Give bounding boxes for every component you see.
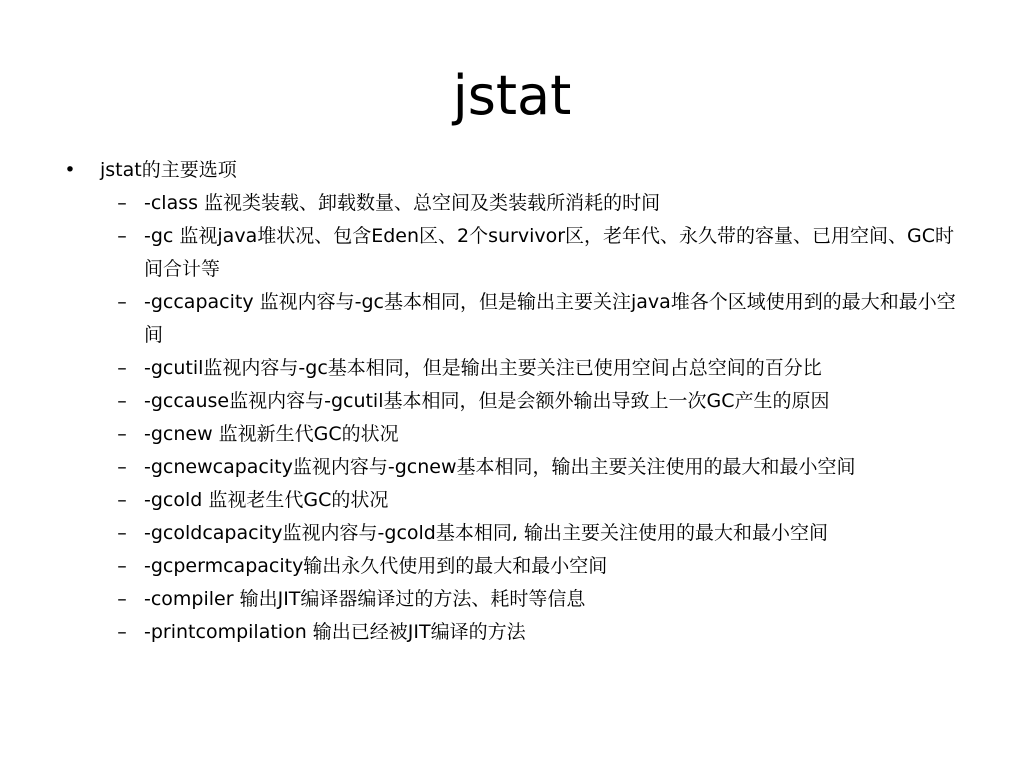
main-bullet <box>60 154 970 187</box>
option-text: -gccapacity 监视内容与-gc基本相同，但是输出主要关注java堆各个区域使用到的最大和最小空间 <box>144 291 956 346</box>
dash-icon: – <box>117 555 127 577</box>
option-text: -printcompilation 输出已经被JIT编译的方法 <box>144 621 526 643</box>
dash-icon: – <box>117 588 127 610</box>
dash-icon: – <box>117 423 127 445</box>
option-item <box>60 187 964 220</box>
option-item <box>60 418 964 451</box>
slide-title: jstat <box>452 64 572 127</box>
option-item <box>60 583 964 616</box>
dash-icon: – <box>117 291 127 313</box>
option-item <box>60 517 964 550</box>
dash-icon: – <box>117 621 127 643</box>
dash-icon: – <box>117 390 127 412</box>
option-item <box>60 550 964 583</box>
option-text: -gc 监视java堆状况、包含Eden区、2个survivor区，老年代、永久带的容量、已用空间、GC时间合计等 <box>144 225 955 280</box>
option-text: -class 监视类装载、卸载数量、总空间及类装载所消耗的时间 <box>144 192 661 214</box>
dash-icon: – <box>117 456 127 478</box>
option-text: -gcoldcapacity监视内容与-gcold基本相同, 输出主要关注使用的最大和最小空间 <box>144 522 828 544</box>
option-text: -gcnew 监视新生代GC的状况 <box>144 423 399 445</box>
option-item <box>60 286 964 352</box>
bullet-icon: • <box>64 159 76 181</box>
option-item <box>60 451 964 484</box>
dash-icon: – <box>117 192 127 214</box>
dash-icon: – <box>117 357 127 379</box>
option-item <box>60 352 964 385</box>
dash-icon: – <box>117 522 127 544</box>
option-item <box>60 220 964 286</box>
main-bullet-text: jstat的主要选项 <box>100 159 237 181</box>
option-text: -gcold 监视老生代GC的状况 <box>144 489 389 511</box>
option-text: -gcnewcapacity监视内容与-gcnew基本相同，输出主要关注使用的最大和最小空间 <box>144 456 856 478</box>
option-text: -compiler 输出JIT编译器编译过的方法、耗时等信息 <box>144 588 586 610</box>
options-list <box>60 187 970 649</box>
dash-icon: – <box>117 225 127 247</box>
slide-body <box>60 154 970 649</box>
dash-icon: – <box>117 489 127 511</box>
option-text: -gccause监视内容与-gcutil基本相同，但是会额外输出导致上一次GC产生的原因 <box>144 390 830 412</box>
option-item <box>60 385 964 418</box>
option-text: -gcpermcapacity输出永久代使用到的最大和最小空间 <box>144 555 608 577</box>
option-text: -gcutil监视内容与-gc基本相同，但是输出主要关注已使用空间占总空间的百分比 <box>144 357 822 379</box>
option-item <box>60 616 964 649</box>
option-item <box>60 484 964 517</box>
